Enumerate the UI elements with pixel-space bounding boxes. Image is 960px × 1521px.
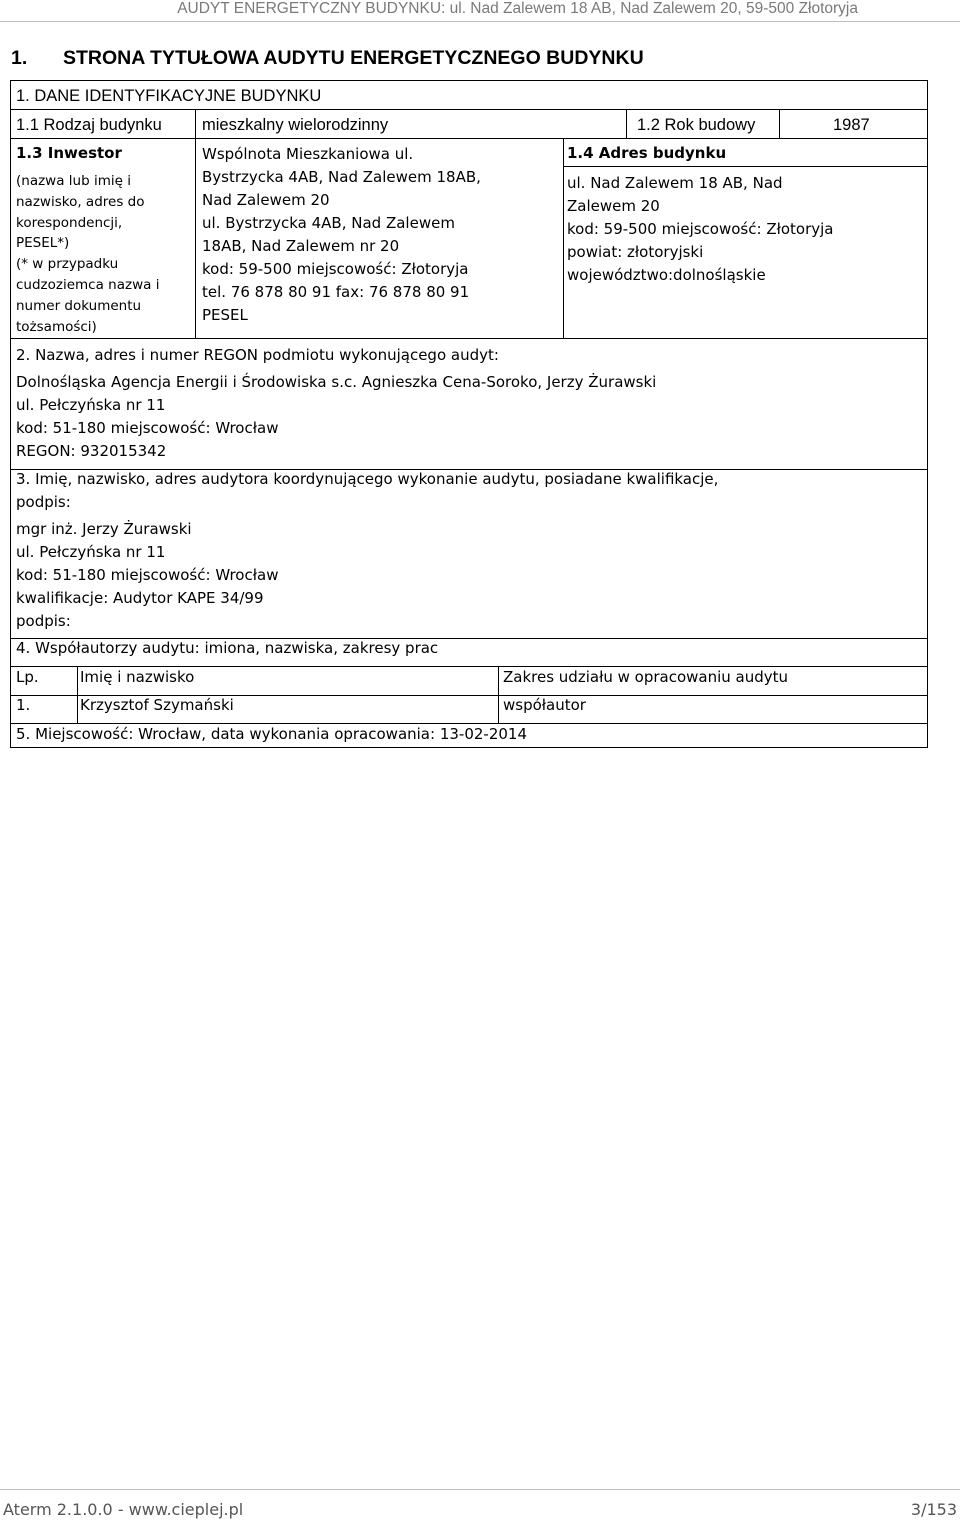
investor-desc-line: nazwisko, adres do [16, 193, 145, 210]
investor-value-line: kod: 59-500 miejscowość: Złotoryja [202, 260, 469, 278]
auditor-entity-line: ul. Pełczyńska nr 11 [16, 396, 166, 414]
coordinator-line: kwalifikacje: Audytor KAPE 34/99 [16, 589, 264, 607]
address-line: ul. Nad Zalewem 18 AB, Nad [567, 174, 783, 192]
coordinator-line: kod: 51-180 miejscowość: Wrocław [16, 566, 279, 584]
auditor-entity-line: kod: 51-180 miejscowość: Wrocław [16, 419, 279, 437]
investor-desc-line: tożsamości) [16, 318, 97, 335]
page-title-number: 1. [11, 47, 28, 69]
investor-value-line: Wspólnota Mieszkaniowa ul. [202, 145, 414, 163]
build-year-value: 1987 [833, 116, 870, 134]
coauthors-col-lp: Lp. [16, 668, 39, 686]
investor-value-line: tel. 76 878 80 91 fax: 76 878 80 91 [202, 283, 470, 301]
building-type-label: 1.1 Rodzaj budynku [16, 116, 162, 134]
building-address-value [567, 172, 834, 287]
address-line: województwo:dolnośląskie [567, 266, 766, 284]
page-title [11, 47, 644, 70]
running-header [0, 0, 960, 22]
page-number: 3/153 [910, 1500, 957, 1519]
investor-value-line: Bystrzycka 4AB, Nad Zalewem 18AB, [202, 168, 481, 186]
col-divider [498, 666, 499, 723]
coordinator-heading-line: 3. Imię, nazwisko, adres audytora koordynującego wykonanie audytu, posiadane kwalifikacje, [16, 470, 719, 488]
investor-desc-line: cudzoziemca nazwa i [16, 276, 160, 293]
row-divider [563, 166, 927, 167]
coauthors-row-scope: współautor [503, 696, 586, 714]
footer-left: Aterm 2.1.0.0 - www.cieplej.pl [3, 1500, 244, 1519]
col-divider [626, 109, 627, 138]
investor-value [202, 143, 481, 327]
auditor-entity-line: Dolnośląska Agencja Energii i Środowiska s.c. Agnieszka Cena-Soroko, Jerzy Żurawski [16, 373, 657, 391]
coordinator-line: mgr inż. Jerzy Żurawski [16, 520, 192, 538]
investor-value-line: ul. Bystrzycka 4AB, Nad Zalewem [202, 214, 455, 232]
address-line: kod: 59-500 miejscowość: Złotoryja [567, 220, 834, 238]
auditor-entity-details [16, 371, 656, 463]
coauthors-row-name: Krzysztof Szymański [80, 696, 234, 714]
investor-value-line: Nad Zalewem 20 [202, 191, 330, 209]
build-year-label: 1.2 Rok budowy [637, 116, 756, 134]
col-divider [779, 109, 780, 138]
row-divider [11, 109, 927, 110]
investor-value-line: 18AB, Nad Zalewem nr 20 [202, 237, 400, 255]
coauthors-row-lp: 1. [16, 696, 31, 714]
section1-heading: 1. DANE IDENTYFIKACYJNE BUDYNKU [16, 87, 322, 105]
auditor-entity-heading: 2. Nazwa, adres i numer REGON podmiotu wykonującego audyt: [16, 346, 499, 364]
coordinator-heading-line: podpis: [16, 493, 71, 511]
investor-desc-line: PESEL*) [16, 235, 70, 252]
investor-desc-line: numer dokumentu [16, 297, 142, 314]
investor-value-line: PESEL [202, 306, 248, 324]
investor-desc-line: (nazwa lub imię i [16, 173, 131, 189]
row-divider [11, 138, 927, 139]
investor-description [16, 171, 159, 337]
coordinator-heading [16, 468, 718, 514]
coauthors-col-scope: Zakres udziału w opracowaniu audytu [503, 668, 789, 686]
auditor-entity-line: REGON: 932015342 [16, 442, 167, 460]
address-line: Zalewem 20 [567, 197, 660, 215]
coordinator-line: ul. Pełczyńska nr 11 [16, 543, 166, 561]
building-type-value: mieszkalny wielorodzinny [202, 116, 389, 134]
coauthors-col-name: Imię i nazwisko [80, 668, 195, 686]
place-and-date: 5. Miejscowość: Wrocław, data wykonania opracowania: 13-02-2014 [16, 725, 527, 743]
investor-label: 1.3 Inwestor [16, 144, 122, 162]
running-header-text: AUDYT ENERGETYCZNY BUDYNKU: ul. Nad Zalewem 18 AB, Nad Zalewem 20, 59-500 Złotoryja [177, 0, 858, 17]
coordinator-details [16, 518, 278, 633]
col-divider [77, 666, 78, 723]
coordinator-line: podpis: [16, 612, 71, 630]
investor-desc-line: korespondencji, [16, 214, 123, 231]
building-address-label: 1.4 Adres budynku [567, 144, 727, 162]
address-line: powiat: złotoryjski [567, 243, 704, 261]
col-divider [563, 138, 564, 338]
investor-desc-line: (* w przypadku [16, 256, 119, 273]
coauthors-heading: 4. Współautorzy audytu: imiona, nazwiska, zakresy prac [16, 639, 439, 657]
footer-divider [0, 1489, 960, 1490]
page-title-text: STRONA TYTUŁOWA AUDYTU ENERGETYCZNEGO BUDYNKU [63, 47, 644, 69]
col-divider [195, 109, 196, 338]
row-divider [11, 338, 927, 339]
